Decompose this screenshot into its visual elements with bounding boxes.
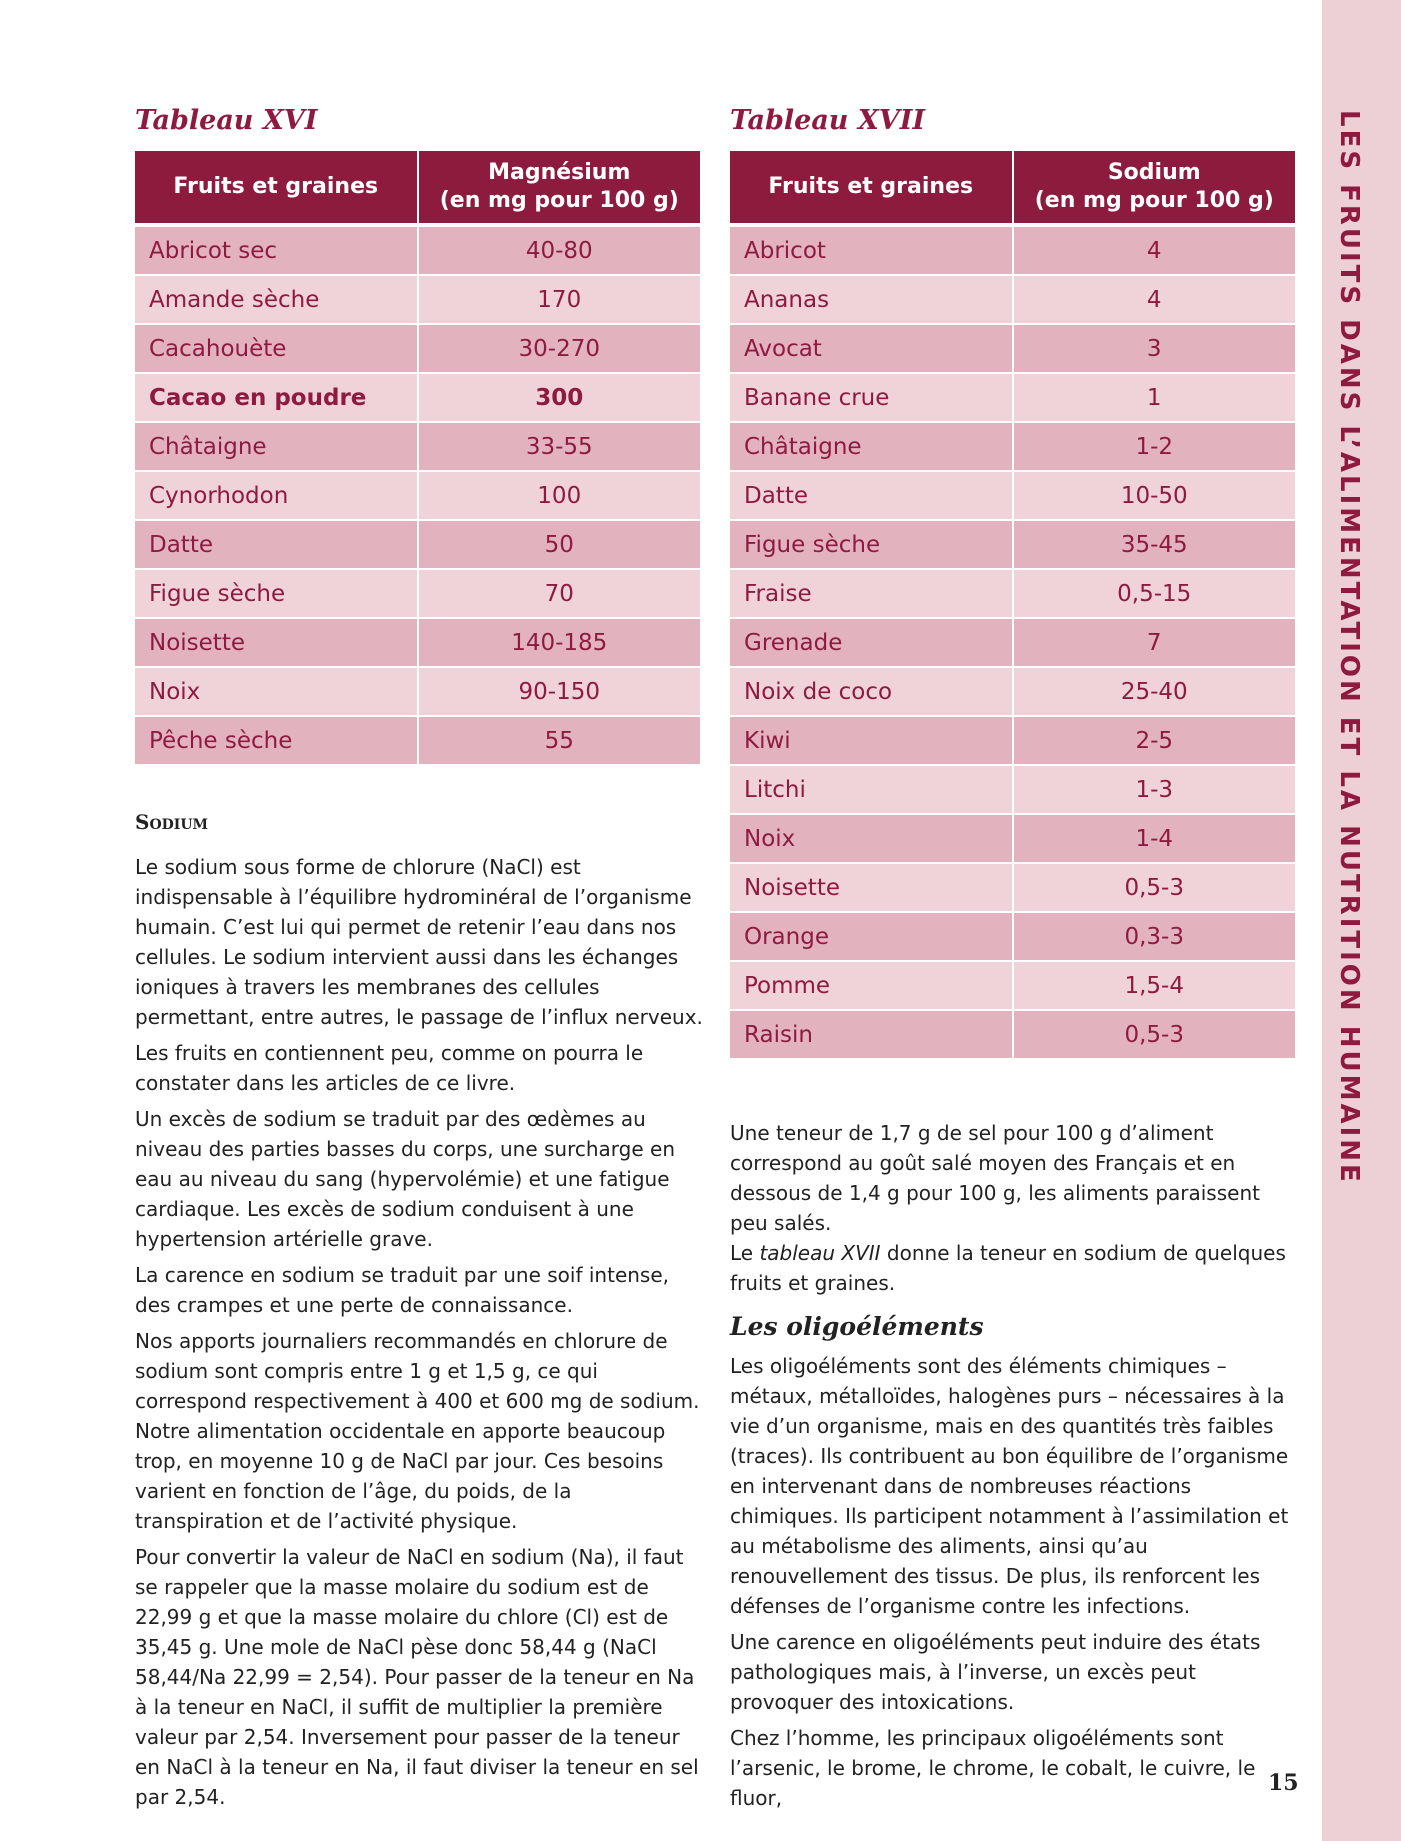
- left-column: [135, 105, 703, 1818]
- table16: [135, 151, 700, 764]
- paragraph: Le sodium sous forme de chlorure (NaCl) est indispensable à l’équilibre hydrominéral de l’organisme humain. C’est lui qui permet de retenir l’eau dans nos cellules. Le sodium intervient aussi dans les échanges ioniques à travers les membranes des cellules permettant, entre autres, le passage de l’influx nerveux.: [135, 855, 703, 1029]
- table-row: Cynorhodon 100: [135, 471, 700, 520]
- paragraph: Les oligoéléments sont des éléments chimiques – métaux, métalloïdes, halogènes purs – nécessaires à la vie d’un organisme, mais en des quantités très faibles (traces). Ils contribuent au bon équilibre de l’organisme en intervenant dans de nombreuses réactions chimiques. Ils participent notamment à l’assimilation et au métabolisme des aliments, ainsi qu’au renouvellement des tissus. De plus, ils renforcent les défenses de l’organisme contre les infections.: [730, 1354, 1289, 1618]
- paragraph: Une teneur de 1,7 g de sel pour 100 g d’aliment correspond au goût salé moyen des Français et en dessous de 1,4 g pour 100 g, les aliments paraissent peu salés.: [730, 1121, 1260, 1235]
- paragraph: Le tableau XVII donne la teneur en sodium de quelques fruits et graines.: [730, 1241, 1286, 1295]
- table-row: Litchi 1-3: [730, 765, 1295, 814]
- table-row: Grenade 7: [730, 618, 1295, 667]
- paragraph: Nos apports journaliers recommandés en chlorure de sodium sont compris entre 1 g et 1,5 g, ce qui correspond respectivement à 400 et 600 mg de sodium. Notre alimentation occidentale en apporte beaucoup trop, en moyenne 10 g de NaCl par jour. Ces besoins varient en fonction de l’âge, du poids, de la transpiration et de l’activité physique.: [135, 1329, 700, 1533]
- table-row: Figue sèche 70: [135, 569, 700, 618]
- table-row: Figue sèche 35-45: [730, 520, 1295, 569]
- page-number: 15: [1268, 1770, 1299, 1796]
- table-row: Amande sèche 170: [135, 275, 700, 324]
- right-text-block: [730, 1118, 1300, 1819]
- table-row: Pomme 1,5-4: [730, 961, 1295, 1010]
- table-row: Raisin 0,5-3: [730, 1010, 1295, 1058]
- table-row: Cacao en poudre 300: [135, 373, 700, 422]
- table-row: Noix 90-150: [135, 667, 700, 716]
- table-row: Pêche sèche 55: [135, 716, 700, 764]
- table-row: Orange 0,3-3: [730, 912, 1295, 961]
- table-row: Fraise 0,5-15: [730, 569, 1295, 618]
- table-row: Datte 50: [135, 520, 700, 569]
- paragraph: La carence en sodium se traduit par une soif intense, des crampes et une perte de connaissance.: [135, 1263, 670, 1317]
- paragraph: Un excès de sodium se traduit par des œdèmes au niveau des parties basses du corps, une surcharge en eau au niveau du sang (hypervolémie) et une fatigue cardiaque. Les excès de sodium conduisent à une hypertension artérielle grave.: [135, 1107, 676, 1251]
- paragraph: Les fruits en contiennent peu, comme on pourra le constater dans les articles de ce livre.: [135, 1041, 644, 1095]
- table-row: Abricot sec 40-80: [135, 225, 700, 275]
- table-row: Châtaigne 33-55: [135, 422, 700, 471]
- table-reference: tableau XVII: [759, 1241, 881, 1265]
- table-row: Châtaigne 1-2: [730, 422, 1295, 471]
- right-column: [730, 105, 1295, 1058]
- table-row: Datte 10-50: [730, 471, 1295, 520]
- table17-col1-header: Fruits et graines: [730, 151, 1013, 225]
- sodium-heading: Sodium: [135, 810, 209, 834]
- table17-col2-header: Sodium (en mg pour 100 g): [1013, 151, 1296, 225]
- table-row: Noisette 0,5-3: [730, 863, 1295, 912]
- table17: [730, 151, 1295, 1058]
- paragraph: Une carence en oligoéléments peut induire des états pathologiques mais, à l’inverse, un excès peut provoquer des intoxications.: [730, 1630, 1261, 1714]
- oligoelements-heading: Les oligoéléments: [730, 1312, 984, 1341]
- table-row: Cacahouète 30-270: [135, 324, 700, 373]
- table-row: Banane crue 1: [730, 373, 1295, 422]
- table17-title: Tableau XVII: [730, 105, 925, 136]
- table16-col2-header: Magnésium (en mg pour 100 g): [418, 151, 701, 225]
- table-row: Noix 1-4: [730, 814, 1295, 863]
- table-row: Noisette 140-185: [135, 618, 700, 667]
- table-row: Ananas 4: [730, 275, 1295, 324]
- table16-title: Tableau XVI: [135, 105, 318, 136]
- table-row: Avocat 3: [730, 324, 1295, 373]
- table-row: Kiwi 2-5: [730, 716, 1295, 765]
- table-row: Noix de coco 25-40: [730, 667, 1295, 716]
- table16-col1-header: Fruits et graines: [135, 151, 418, 225]
- paragraph: Pour convertir la valeur de NaCl en sodium (Na), il faut se rappeler que la masse molaire du sodium est de 22,99 g et que la masse molaire du chlore (Cl) est de 35,45 g. Une mole de NaCl pèse donc 58,44 g (NaCl 58,44/Na 22,99 = 2,54). Pour passer de la teneur en Na à la teneur en NaCl, il suffit de multiplier la première valeur par 2,54. Inversement pour passer de la teneur en NaCl à la teneur en Na, il faut diviser la teneur en sel par 2,54.: [135, 1545, 699, 1809]
- paragraph: Chez l’homme, les principaux oligoéléments sont l’arsenic, le brome, le chrome, le cobalt, le cuivre, le fluor,: [730, 1726, 1256, 1810]
- running-head: LES FRUITS DANS L’ALIMENTATION ET LA NUTRITION HUMAINE: [1334, 110, 1364, 1185]
- table-row: Abricot 4: [730, 225, 1295, 275]
